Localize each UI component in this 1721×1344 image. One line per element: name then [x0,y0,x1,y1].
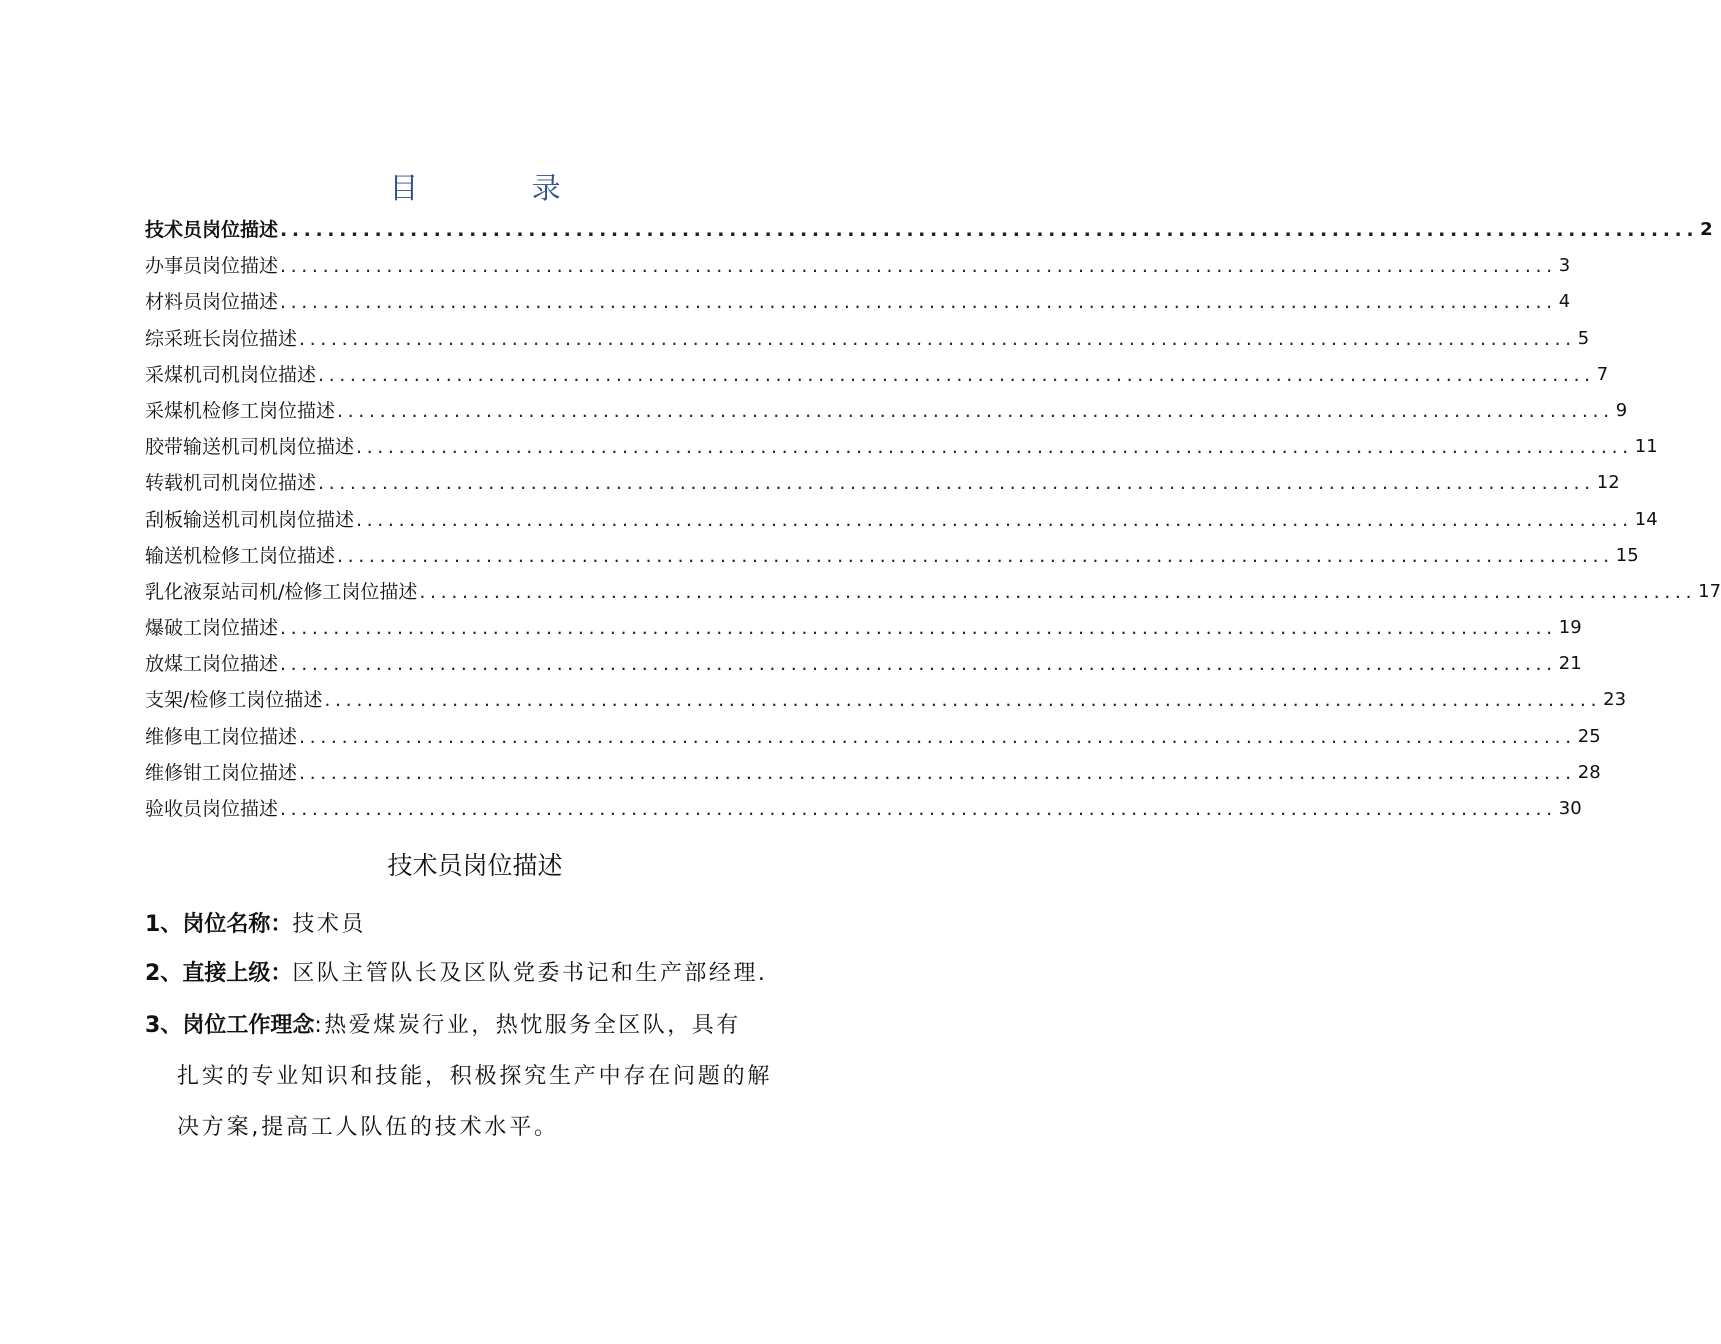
toc-entry-label: 转载机司机岗位描述 [145,472,317,495]
toc-entry-label: 技术员岗位描述 [145,219,279,241]
toc-entry-page: 25 [1577,725,1601,747]
toc-entry-label: 支架/检修工岗位描述 [145,689,323,712]
item-number: 1、 [145,912,183,937]
toc-entry-label: 采煤机司机岗位描述 [145,363,317,386]
toc-leader-dots: ........................................................................................................................ [299,761,1576,784]
toc-entry-page: 28 [1577,761,1601,783]
toc-entry-label: 采煤机检修工岗位描述 [145,399,336,422]
toc-entry-page: 7 [1596,363,1609,385]
toc-entry[interactable] [145,284,1571,320]
toc-entry-page: 12 [1596,472,1620,494]
field-direct-superior [145,948,810,999]
toc-leader-dots: ........................................................................................................................ [356,508,1633,531]
toc-entry[interactable] [145,321,1590,357]
toc-entry[interactable] [145,610,1582,646]
toc-entry[interactable] [145,393,1628,429]
toc-entry[interactable] [145,465,1620,501]
toc-leader-dots: ........................................................................................................................ [318,363,1595,386]
toc-entry-page: 11 [1634,436,1658,458]
toc-entry-label: 刮板输送机司机岗位描述 [145,508,355,531]
toc-entry-page: 30 [1558,798,1582,819]
toc-entry-label: 爆破工岗位描述 [145,617,279,640]
toc-leader-dots: ........................................................................................................................ [324,689,1602,712]
toc-entry-label: 维修钳工岗位描述 [145,761,298,784]
toc-leader-dots: ........................................................................................................................ [280,653,1557,676]
toc-entry[interactable] [145,357,1609,393]
toc-entry-page: 19 [1558,617,1582,639]
toc-entry-label: 维修电工岗位描述 [145,725,298,748]
toc-entry-page: 2 [1700,219,1713,240]
toc-entry-page: 3 [1558,255,1571,277]
toc-leader-dots: ........................................................................................................................ [280,291,1557,314]
toc-entry-label: 材料员岗位描述 [145,291,279,314]
toc-entry-label: 综采班长岗位描述 [145,327,298,350]
toc-leader-dots: ........................................................................................................................ [299,725,1576,748]
item-key: 岗位工作理念 [182,1013,315,1038]
item-value: :热爱煤炭行业，热忱服务全区队，具有 [314,1013,741,1038]
item-key: 直接上级： [182,961,293,986]
toc-entry-label: 乳化液泵站司机/检修工岗位描述 [145,580,418,603]
toc-entry-page: 15 [1615,544,1639,566]
toc-entry-page: 23 [1603,689,1627,711]
toc-entry[interactable] [145,646,1582,682]
toc-leader-dots: ........................................................................................................................ [280,219,1699,241]
toc-entry-page: 21 [1558,653,1582,675]
toc-entry-label: 办事员岗位描述 [145,255,279,278]
toc-list [145,212,1721,827]
toc-entry[interactable] [145,248,1571,284]
toc-entry-page: 17 [1698,580,1721,602]
toc-leader-dots: ........................................................................................................................ [337,544,1614,567]
toc-entry[interactable] [145,682,1627,718]
toc-entry[interactable] [145,791,1582,827]
toc-leader-dots: ........................................................................................................................ [337,399,1614,422]
toc-leader-dots: ........................................................................................................................ [318,472,1595,495]
toc-leader-dots: ........................................................................................................................ [419,580,1697,603]
toc-leader-dots: ........................................................................................................................ [280,255,1557,278]
toc-leader-dots: ........................................................................................................................ [280,798,1557,820]
item-value-continued: 决方案,提高工人队伍的技术水平。 [177,1115,559,1140]
toc-entry-label: 放煤工岗位描述 [145,653,279,676]
toc-entry-label: 验收员岗位描述 [145,798,279,820]
toc-entry-page: 4 [1558,291,1571,313]
toc-entry[interactable] [145,212,1713,248]
field-position-name [145,899,810,950]
item-key: 岗位名称： [182,912,293,937]
toc-leader-dots: ........................................................................................................................ [299,327,1576,350]
item-number: 2、 [145,961,183,986]
toc-entry-page: 9 [1615,399,1628,421]
toc-entry-page: 14 [1634,508,1658,530]
toc-entry[interactable] [145,755,1601,791]
item-value: 区队主管队长及区队党委书记和生产部经理. [292,961,768,986]
toc-entry[interactable] [145,538,1639,574]
item-number: 3、 [145,1013,183,1038]
toc-entry[interactable] [145,429,1658,465]
toc-leader-dots: ........................................................................................................................ [280,617,1557,640]
item-value-continued: 扎实的专业知识和技能，积极探究生产中存在问题的解 [177,1064,773,1089]
toc-entry[interactable] [145,502,1658,538]
toc-entry[interactable] [145,574,1721,610]
item-value: 技术员 [292,912,366,937]
toc-entry-page: 5 [1577,327,1590,349]
section-title: 技术员岗位描述 [387,851,563,880]
toc-entry-label: 胶带输送机司机岗位描述 [145,436,355,459]
toc-entry-label: 输送机检修工岗位描述 [145,544,336,567]
toc-entry[interactable] [145,719,1601,755]
toc-title: 目 录 [389,171,613,205]
toc-leader-dots: ........................................................................................................................ [356,436,1633,459]
field-work-philosophy [145,1000,810,1153]
